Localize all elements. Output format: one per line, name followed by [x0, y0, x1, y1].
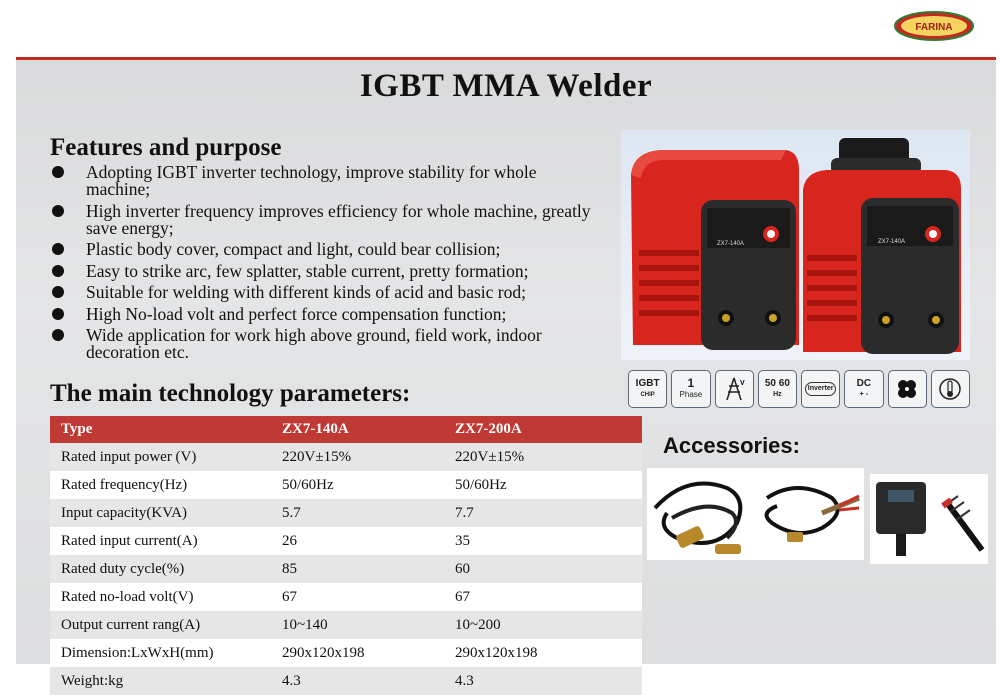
welder-140a-image — [631, 150, 799, 350]
bullet-icon — [52, 286, 64, 298]
param-name: Rated input current(A) — [50, 527, 271, 555]
param-name: Rated frequency(Hz) — [50, 471, 271, 499]
param-value-140a: 5.7 — [271, 499, 444, 527]
thermal-protection-icon — [931, 370, 970, 408]
cable-clamps-image — [647, 468, 864, 560]
chipping-hammer-brush — [941, 496, 982, 550]
param-name: Rated duty cycle(%) — [50, 555, 271, 583]
electrode-holder-cable — [655, 484, 741, 555]
igbt-chip-icon: IGBT CHIP — [628, 370, 667, 408]
param-value-140a: 10~140 — [271, 611, 444, 639]
param-name: Rated no-load volt(V) — [50, 583, 271, 611]
param-value-140a: 26 — [271, 527, 444, 555]
table-row — [50, 639, 642, 667]
param-value-200a: 35 — [444, 527, 642, 555]
voltage-tower-icon — [715, 370, 754, 408]
feature-item: High No-load volt and perfect force compensation function; — [52, 306, 597, 323]
table-header-row — [50, 416, 642, 443]
param-value-200a: 290x120x198 — [444, 639, 642, 667]
feature-item: High inverter frequency improves efficiency for whole machine, greatly save energy; — [52, 203, 597, 237]
param-value-200a: 50/60Hz — [444, 471, 642, 499]
column-header: Type — [50, 416, 271, 443]
table-row — [50, 499, 642, 527]
table-row — [50, 667, 642, 695]
welding-mask — [876, 482, 926, 556]
param-value-200a: 4.3 — [444, 667, 642, 695]
param-value-140a: 67 — [271, 583, 444, 611]
earth-clamp-cable — [767, 488, 859, 542]
param-value-140a: 220V±15% — [271, 443, 444, 471]
welder-product-photo — [621, 130, 970, 360]
param-value-200a: 10~200 — [444, 611, 642, 639]
table-row — [50, 583, 642, 611]
svg-text:V: V — [740, 380, 745, 387]
param-value-200a: 7.7 — [444, 499, 642, 527]
dc-icon: DC + - — [844, 370, 883, 408]
param-name: Dimension:LxWxH(mm) — [50, 639, 271, 667]
page-title: IGBT MMA Welder — [359, 68, 653, 104]
features-list — [52, 164, 597, 366]
model-label: ZX7-140A — [717, 241, 745, 247]
inverter-icon: Inverter — [801, 370, 840, 408]
spec-icons-row — [628, 370, 970, 408]
param-value-200a: 60 — [444, 555, 642, 583]
bullet-icon — [52, 329, 64, 341]
bullet-icon — [52, 308, 64, 320]
param-value-140a: 290x120x198 — [271, 639, 444, 667]
bullet-icon — [52, 265, 64, 277]
param-name: Input capacity(KVA) — [50, 499, 271, 527]
single-phase-icon: 1 Phase — [671, 370, 710, 408]
feature-item: Plastic body cover, compact and light, could bear collision; — [52, 241, 597, 258]
features-heading: Features and purpose — [50, 134, 282, 161]
logo-text: FARINA — [915, 22, 953, 33]
table-row — [50, 555, 642, 583]
feature-item: Suitable for welding with different kinds of acid and basic rod; — [52, 284, 597, 301]
param-name: Output current rang(A) — [50, 611, 271, 639]
feature-item: Easy to strike arc, few splatter, stable current, pretty formation; — [52, 263, 597, 280]
column-header: ZX7-200A — [444, 416, 642, 443]
accessories-heading: Accessories: — [663, 433, 800, 458]
param-name: Rated input power (V) — [50, 443, 271, 471]
param-value-200a: 220V±15% — [444, 443, 642, 471]
mask-brush-image — [870, 474, 988, 564]
table-row — [50, 527, 642, 555]
table-row — [50, 611, 642, 639]
bullet-icon — [52, 166, 64, 178]
column-header: ZX7-140A — [271, 416, 444, 443]
params-heading: The main technology parameters: — [50, 380, 411, 407]
table-row — [50, 471, 642, 499]
parameters-table — [50, 416, 642, 695]
frequency-icon: 50 60 Hz — [758, 370, 797, 408]
param-value-140a: 50/60Hz — [271, 471, 444, 499]
table-row — [50, 443, 642, 471]
farina-logo — [893, 10, 975, 42]
param-value-200a: 67 — [444, 583, 642, 611]
bullet-icon — [52, 243, 64, 255]
feature-item: Wide application for work high above ground, field work, indoor decoration etc. — [52, 327, 597, 361]
param-name: Weight:kg — [50, 667, 271, 695]
param-value-140a: 4.3 — [271, 667, 444, 695]
feature-item: Adopting IGBT inverter technology, improve stability for whole machine; — [52, 164, 597, 198]
model-label: ZX7-140A — [878, 239, 906, 245]
param-value-140a: 85 — [271, 555, 444, 583]
bullet-icon — [52, 205, 64, 217]
fan-icon — [888, 370, 927, 408]
welder-200a-image — [803, 138, 961, 354]
